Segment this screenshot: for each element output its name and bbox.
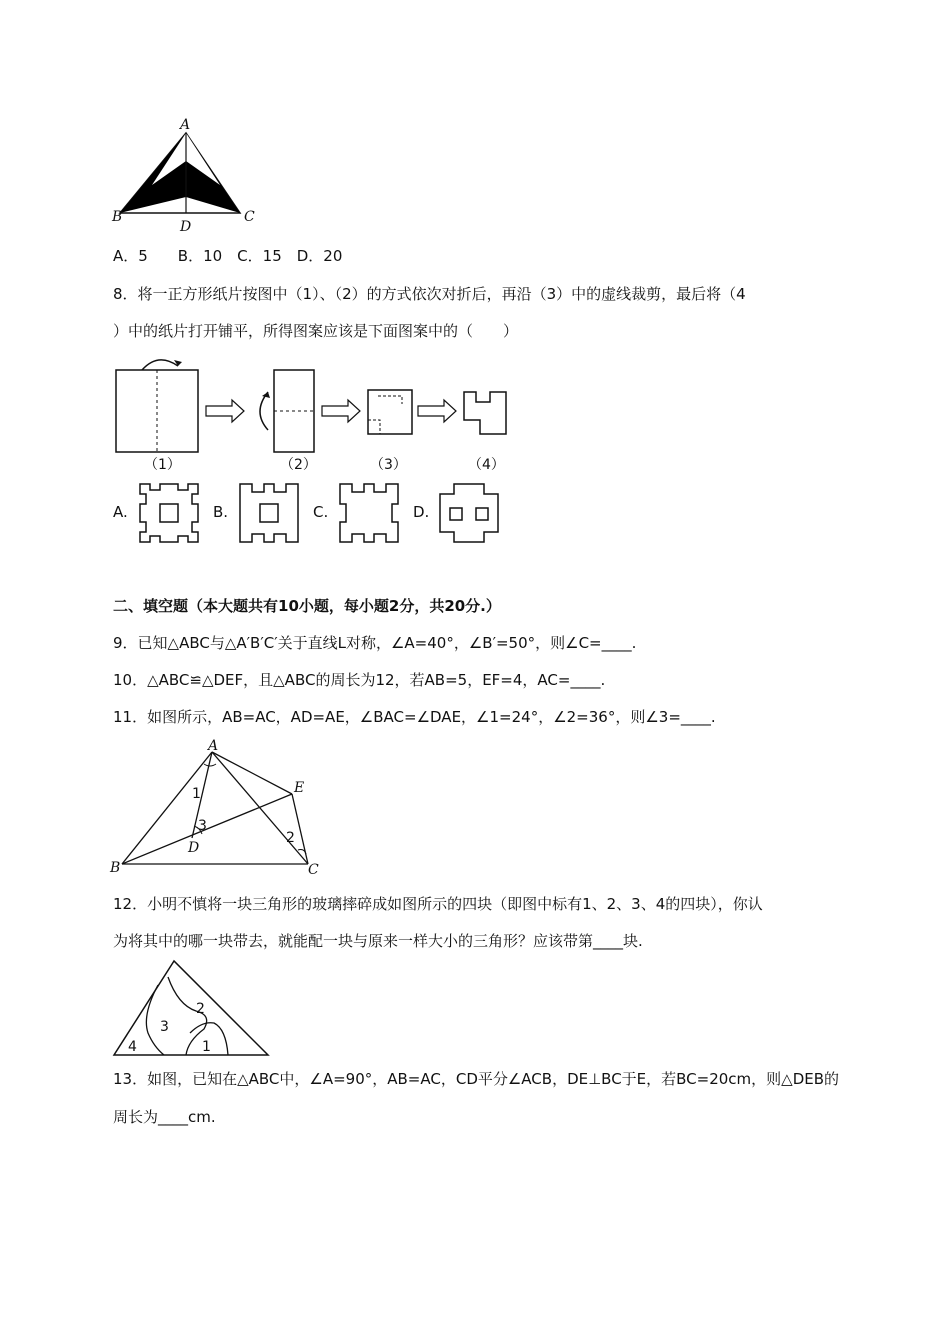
q8-option-c-label: C. xyxy=(313,503,329,521)
q8-step-label-4: （4） xyxy=(468,457,505,473)
q12-piece-4: 4 xyxy=(128,1039,137,1055)
q12-line1: 12．小明不慎将一块三角形的玻璃摔碎成如图所示的四块（即图中标有1、2、3、4的四块），你认 xyxy=(113,895,763,913)
q11-label-a: A xyxy=(208,738,219,754)
q8-step-label-1: （1） xyxy=(144,457,181,473)
q8-option-d-shape xyxy=(436,480,502,546)
q7-triangle-figure xyxy=(108,115,268,240)
q11-label-b: B xyxy=(110,860,121,876)
q7-label-b: B xyxy=(112,209,123,225)
q11-angle-2: 2 xyxy=(286,830,295,846)
q7-label-a: A xyxy=(180,117,191,133)
q12-broken-glass-figure xyxy=(108,955,278,1063)
q8-line2: ）中的纸片打开铺平，所得图案应该是下面图案中的（ ） xyxy=(113,322,519,340)
q8-option-c-shape xyxy=(336,480,402,546)
q8-folding-steps xyxy=(108,352,518,477)
q11-geometry-figure xyxy=(108,738,328,880)
q11-text: 11．如图所示，AB=AC，AD=AE，∠BAC=∠DAE，∠1=24°，∠2=36°，则∠3=____. xyxy=(113,708,716,726)
q8-step-label-3: （3） xyxy=(370,457,407,473)
q13-line2: 周长为____cm. xyxy=(113,1108,216,1126)
q12-line2: 为将其中的哪一块带去，就能配一块与原来一样大小的三角形？应该带第____块. xyxy=(113,932,643,950)
q11-label-c: C xyxy=(308,862,319,878)
q8-step-label-2: （2） xyxy=(280,457,317,473)
q9-text: 9．已知△ABC与△A′B′C′关于直线L对称，∠A=40°，∠B′=50°，则∠C=____. xyxy=(113,634,637,652)
q10-text: 10．△ABC≌△DEF，且△ABC的周长为12，若AB=5，EF=4，AC=____. xyxy=(113,671,606,689)
q11-angle-3: 3 xyxy=(198,818,207,834)
q11-label-e: E xyxy=(294,780,305,796)
q13-line1: 13．如图，已知在△ABC中，∠A=90°，AB=AC，CD平分∠ACB，DE⊥BC于E，若BC=20cm，则△DEB的 xyxy=(113,1070,840,1088)
q8-option-b-shape xyxy=(236,480,302,546)
q11-label-d: D xyxy=(188,840,200,856)
q8-line1: 8．将一正方形纸片按图中（1）、（2）的方式依次对折后，再沿（3）中的虚线裁剪，最后将（4 xyxy=(113,285,746,303)
q7-label-c: C xyxy=(244,209,255,225)
q7-options: A．5 B．10 C．15 D．20 xyxy=(113,247,343,265)
q11-angle-1: 1 xyxy=(192,786,201,802)
q8-option-b-label: B. xyxy=(213,503,229,521)
q7-label-d: D xyxy=(180,219,192,235)
q8-option-a-label: A. xyxy=(113,503,128,521)
q12-piece-1: 1 xyxy=(202,1039,211,1055)
q8-option-d-label: D. xyxy=(413,503,430,521)
section2-heading: 二、填空题（本大题共有10小题，每小题2分，共20分.） xyxy=(113,597,501,615)
q12-piece-3: 3 xyxy=(160,1019,169,1035)
q8-option-a-shape xyxy=(136,480,202,546)
q12-piece-2: 2 xyxy=(196,1001,205,1017)
